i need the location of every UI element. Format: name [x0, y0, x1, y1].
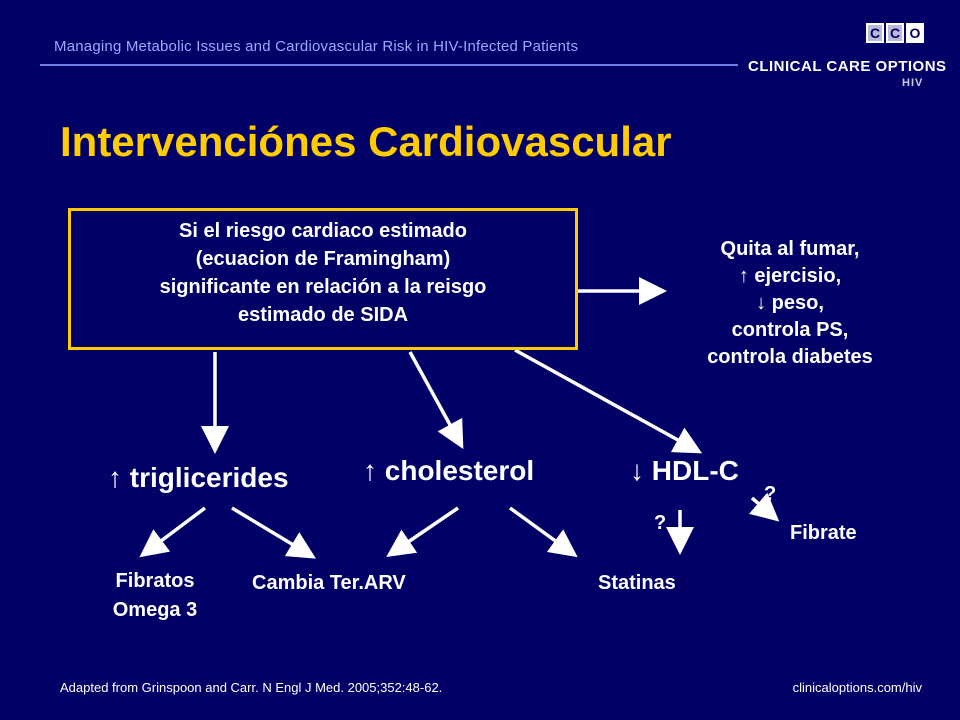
node-statinas: Statinas [598, 572, 676, 594]
risk-box [68, 208, 578, 350]
arrow-trig-to-cambia [232, 508, 310, 555]
lifestyle-line-3: ↓ peso, [756, 292, 824, 314]
fibratos-label: Fibratos [115, 570, 195, 592]
footer-citation: Adapted from Grinspoon and Carr. N Engl J Med. 2005;352:48-62. [60, 680, 443, 695]
lifestyle-line-2: ↑ ejercisio, [738, 265, 842, 287]
lifestyle-line-4: controla PS, [731, 319, 849, 341]
node-fibrate: Fibrate [790, 522, 857, 544]
node-hdl-c: ↓ HDL-C [630, 455, 739, 486]
logo-letter-c1: C [866, 23, 884, 43]
lifestyle-line-5: controla diabetes [707, 346, 873, 368]
question-mark-hdl: ? [654, 512, 667, 534]
omega-label: Omega 3 [112, 599, 198, 621]
risk-line-1: Si el riesgo cardiaco estimado [179, 220, 467, 242]
logo-letter-c2: C [886, 23, 904, 43]
node-cholesterol: ↑ cholesterol [363, 455, 535, 486]
risk-line-4: estimado de SIDA [237, 304, 409, 326]
node-fibratos-omega [90, 567, 220, 625]
risk-line-3: significante en relación a la reisgo [159, 276, 487, 298]
logo-wordmark: CLINICAL CARE OPTIONS [748, 58, 947, 75]
header-subtitle: Managing Metabolic Issues and Cardiovascular Risk in HIV-Infected Patients [54, 38, 579, 55]
lifestyle-line-1: Quita al fumar, [720, 238, 860, 260]
arrow-chol-to-cambia [392, 508, 458, 553]
node-cambia-ter-arv: Cambia Ter.ARV [252, 572, 406, 594]
logo-subbrand: HIV [902, 77, 924, 89]
question-mark-fibrate: ? [764, 483, 777, 505]
logo-letter-o: O [906, 23, 924, 43]
arrow-to-cholesterol [410, 352, 460, 443]
footer-url: clinicaloptions.com/hiv [792, 680, 922, 695]
arrow-chol-to-statinas [510, 508, 572, 553]
node-triglycerides: ↑ triglicerides [108, 462, 289, 493]
slide-title: Intervenciónes Cardiovascular [60, 118, 672, 165]
arrow-trig-to-fibratos [145, 508, 205, 553]
risk-line-2: (ecuacion de Framingham) [195, 248, 451, 270]
lifestyle-interventions [640, 236, 940, 371]
